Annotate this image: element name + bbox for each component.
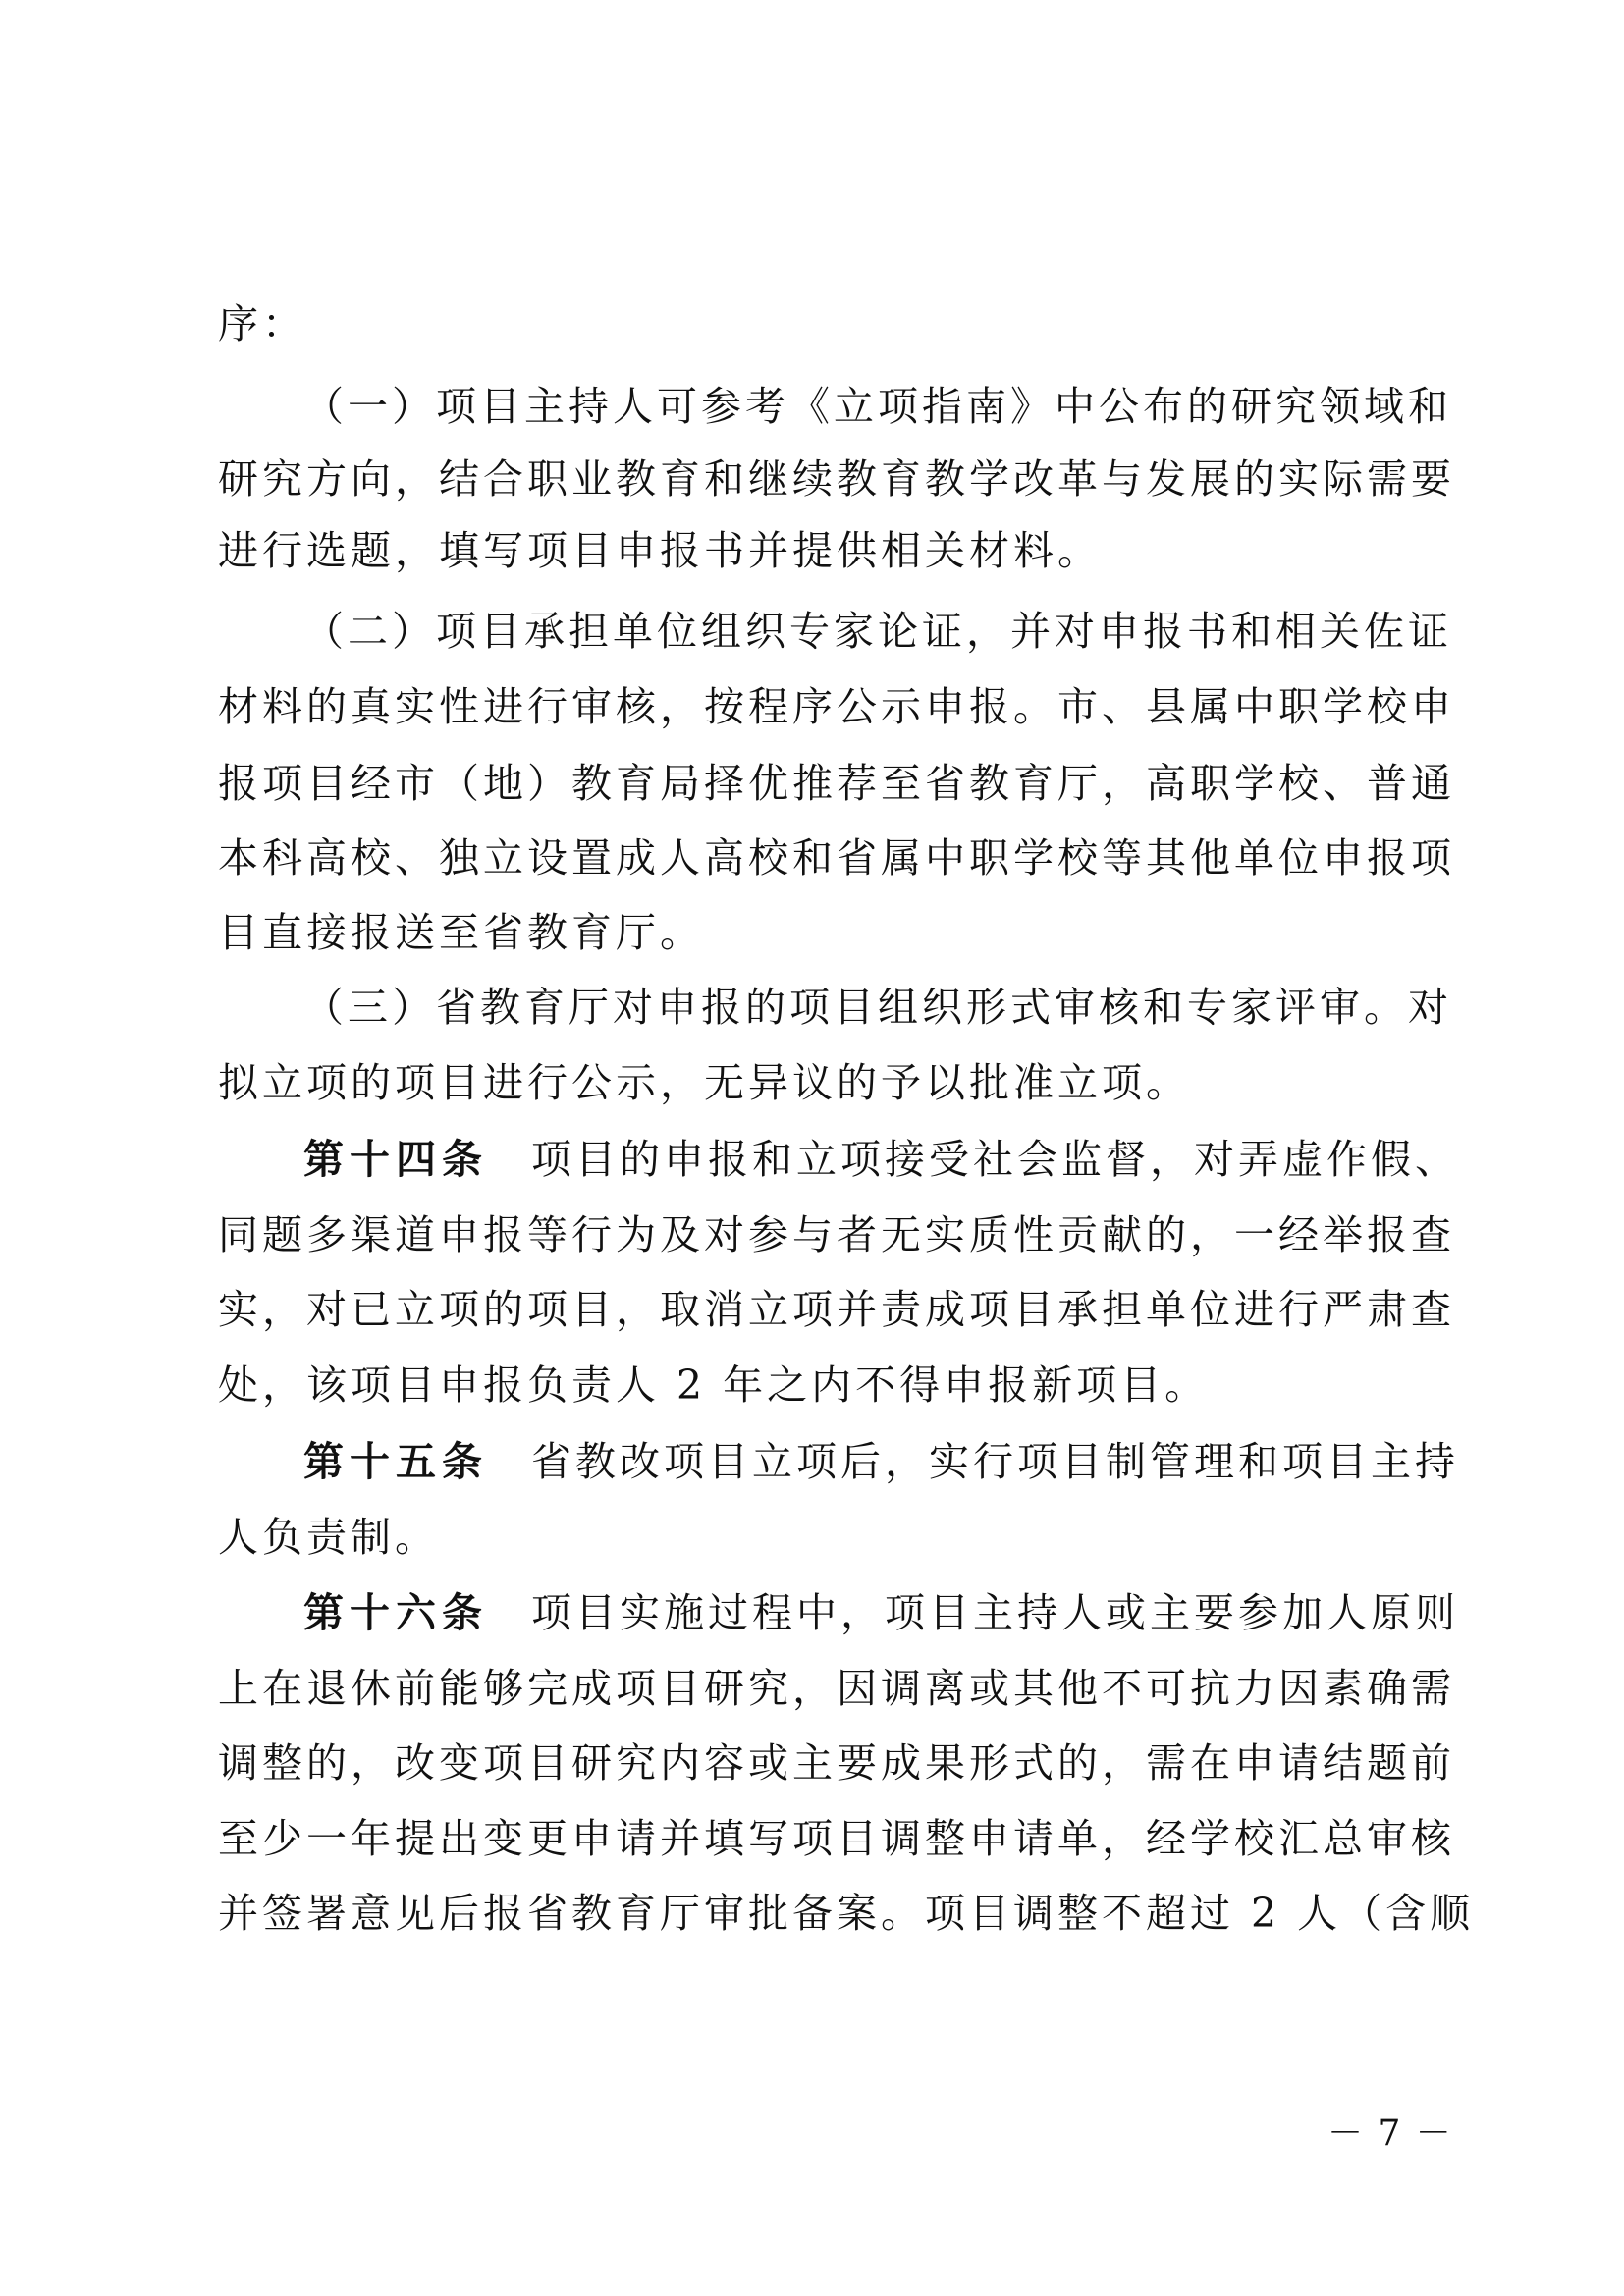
text-line: 报项目经市（地）教育局择优推荐至省教育厅，高职学校、普通 xyxy=(218,760,1455,807)
text-span: 项目实施过程中，项目主持人或主要参加人原则 xyxy=(531,1589,1459,1636)
text-line: 并签署意见后报省教育厅审批备案。项目调整不超过 2 人（含顺 xyxy=(218,1890,1475,1937)
text-line: 进行选题，填写项目申报书并提供相关材料。 xyxy=(218,527,1102,574)
text-line: （一）项目主持人可参考《立项指南》中公布的研究领域和 xyxy=(303,383,1452,430)
text-line: 实，对已立项的项目，取消立项并责成项目承担单位进行严肃查 xyxy=(218,1286,1455,1333)
text-line: 处，该项目申报负责人 2 年之内不得申报新项目。 xyxy=(218,1362,1210,1409)
text-line: （三）省教育厅对申报的项目组织形式审核和专家评审。对 xyxy=(303,984,1452,1031)
text-line: 拟立项的项目进行公示，无异议的予以批准立项。 xyxy=(218,1059,1190,1106)
text-line: （二）项目承担单位组织专家论证，并对申报书和相关佐证 xyxy=(303,608,1452,655)
article-15-line xyxy=(303,1432,1459,1491)
text-line: 研究方向，结合职业教育和继续教育教学改革与发展的实际需要 xyxy=(218,455,1455,503)
article-label: 第十四条 xyxy=(303,1136,488,1183)
text-line: 调整的，改变项目研究内容或主要成果形式的，需在申请结题前 xyxy=(218,1739,1455,1787)
text-span: 项目的申报和立项接受社会监督，对弄虚作假、 xyxy=(531,1136,1459,1183)
text-span: 省教改项目立项后，实行项目制管理和项目主持 xyxy=(531,1438,1459,1485)
text-line: 至少一年提出变更申请并填写项目调整申请单，经学校汇总审核 xyxy=(218,1815,1455,1862)
article-14-line xyxy=(303,1130,1459,1189)
article-label: 第十五条 xyxy=(303,1438,488,1485)
article-label: 第十六条 xyxy=(303,1589,488,1636)
article-16-line xyxy=(303,1583,1459,1642)
text-line: 人负责制。 xyxy=(218,1514,439,1561)
text-line: 序： xyxy=(218,300,306,347)
text-line: 材料的真实性进行审核，按程序公示申报。市、县属中职学校申 xyxy=(218,683,1455,730)
text-line: 本科高校、独立设置成人高校和省属中职学校等其他单位申报项 xyxy=(218,834,1455,881)
text-line: 上在退休前能够完成项目研究，因调离或其他不可抗力因素确需 xyxy=(218,1665,1455,1712)
text-line: 同题多渠道申报等行为及对参与者无实质性贡献的，一经举报查 xyxy=(218,1211,1455,1258)
text-line: 目直接报送至省教育厅。 xyxy=(218,909,704,956)
page-number: － 7 － xyxy=(1327,2113,1453,2154)
